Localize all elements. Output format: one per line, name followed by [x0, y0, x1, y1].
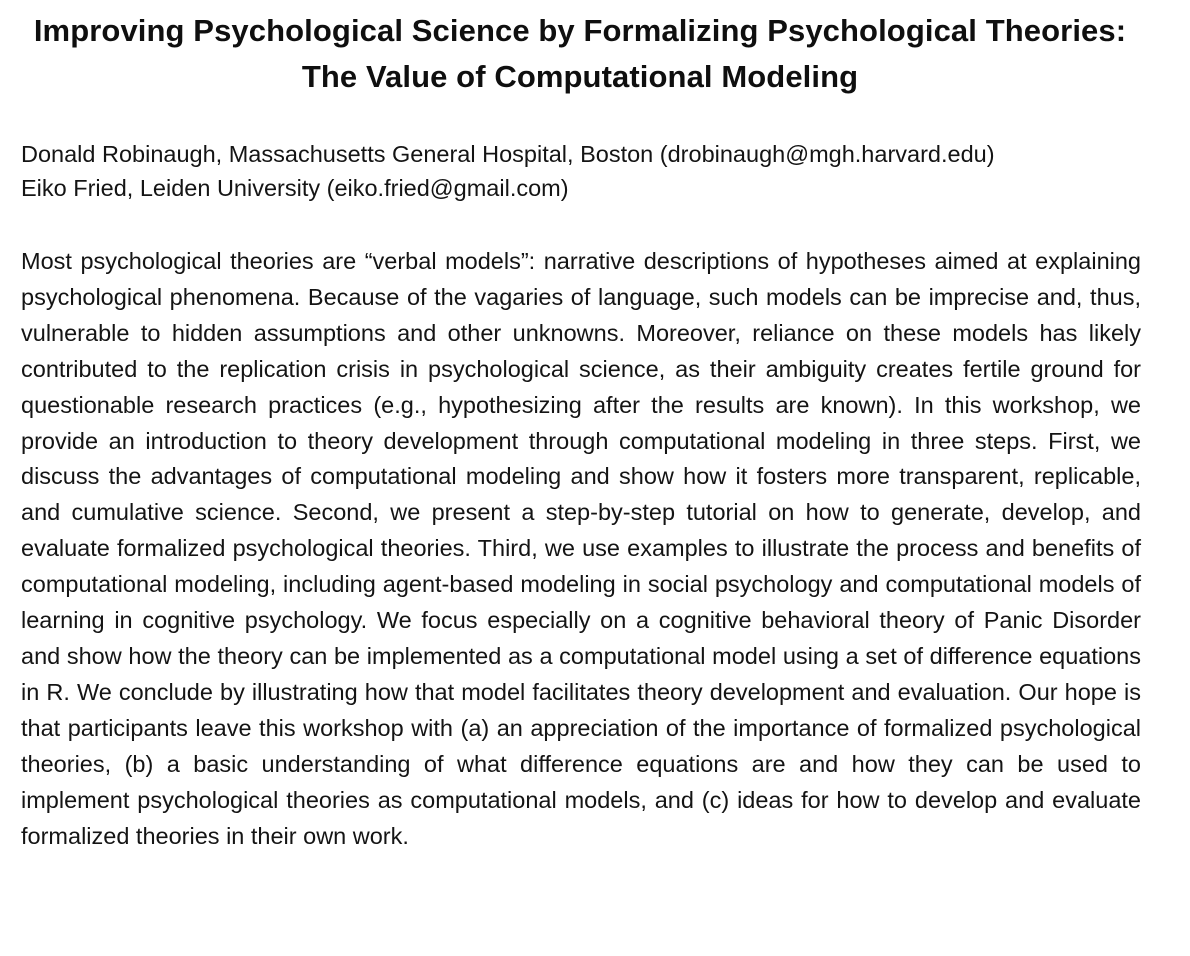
author-line-1: Donald Robinaugh, Massachusetts General Hospital, Boston (drobinaugh@mgh.harvard.edu)	[21, 141, 995, 167]
author-line-2: Eiko Fried, Leiden University (eiko.fried@gmail.com)	[21, 175, 569, 201]
abstract-paragraph: Most psychological theories are “verbal models”: narrative descriptions of hypotheses aimed at explaining psychological phenomena. Because of the vagaries of language, such models can be imprecise and, thus, vulnerable to hidden assumptions and other unknowns. Moreover, reliance on these models has likely contributed to the replication crisis in psychological science, as their ambiguity creates fertile ground for questionable research practices (e.g., hypothesizing after the results are known). In this workshop, we provide an introduction to theory development through computational modeling in three steps. First, we discuss the advantages of computational modeling and show how it fosters more transparent, replicable, and cumulative science. Second, we present a step-by-step tutorial on how to generate, develop, and evaluate formalized psychological theories. Third, we use examples to illustrate the process and benefits of computational modeling, including agent-based modeling in social psychology and computational models of learning in cognitive psychology. We focus especially on a cognitive behavioral theory of Panic Disorder and show how the theory can be implemented as a computational model using a set of difference equations in R. We conclude by illustrating how that model facilitates theory development and evaluation. Our hope is that participants leave this workshop with (a) an appreciation of the importance of formalized psychological theories, (b) a basic understanding of what difference equations are and how they can be used to implement psychological theories as computational models, and (c) ideas for how to develop and evaluate formalized theories in their own work.	[21, 248, 1141, 849]
author-list	[21, 137, 1161, 205]
document-title: Improving Psychological Science by Formalizing Psychological Theories: The Value of Computational Modeling	[33, 13, 1127, 94]
